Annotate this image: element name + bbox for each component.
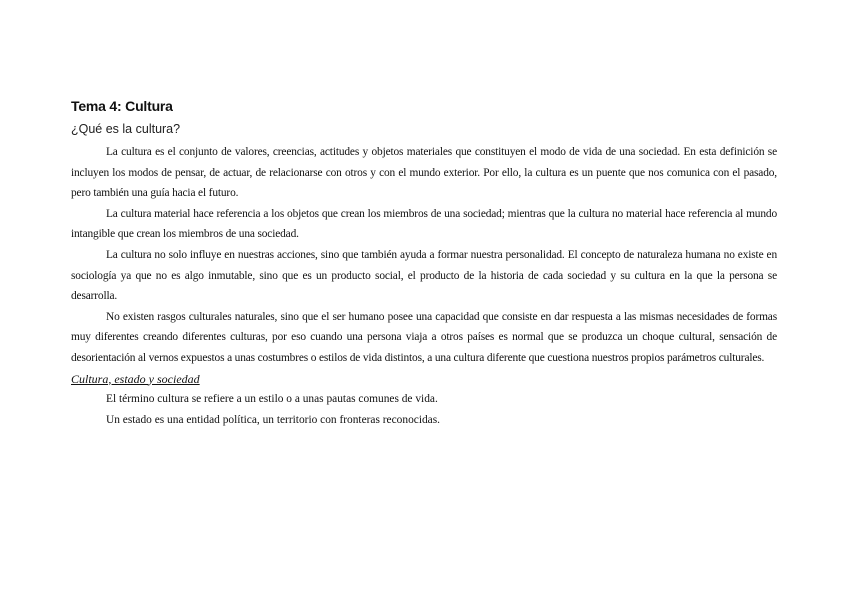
- paragraph-4: No existen rasgos culturales naturales, sino que el ser humano posee una capacidad que consiste en dar respuesta a las mismas necesidades de formas muy diferentes creando diferentes culturas, por eso cuando una persona viaja a otros países es normal que se produzca un choque cultural, sensación de desorientación al vernos expuestos a unas costumbres o estilos de vida distintos, a una cultura diferente que cuestiona nuestros propios parámetros culturales.: [71, 310, 777, 364]
- document-title: Tema 4: Cultura: [71, 98, 173, 114]
- document-subtitle: ¿Qué es la cultura?: [71, 122, 181, 136]
- section-line-2: Un estado es una entidad política, un territorio con fronteras reconocidas.: [106, 413, 441, 426]
- paragraph-3: La cultura no solo influye en nuestras acciones, sino que también ayuda a formar nuestra personalidad. El concepto de naturaleza humana no existe en sociología ya que no es algo inmutable, sino que es un producto social, el producto de la historia de cada sociedad y su cultura en la que la persona se desarrolla.: [71, 248, 777, 303]
- section-line-1: El término cultura se refiere a un estilo o a unas pautas comunes de vida.: [106, 393, 438, 406]
- paragraph-2: La cultura material hace referencia a los objetos que crean los miembros de una sociedad; mientras que la cultura no material hace referencia al mundo intangible que crean los miembros de una sociedad.: [71, 207, 777, 241]
- paragraph-1: La cultura es el conjunto de valores, creencias, actitudes y objetos materiales que constituyen el modo de vida de una sociedad. En esta definición se incluyen los modos de pensar, de actuar, de relacionarse con otros y con el mundo exterior. Por ello, la cultura es un puente que nos comunica con el pasado, pero también una guía hacia el futuro.: [71, 146, 777, 200]
- section-heading: Cultura, estado y sociedad: [71, 371, 200, 386]
- document-content: [71, 98, 777, 430]
